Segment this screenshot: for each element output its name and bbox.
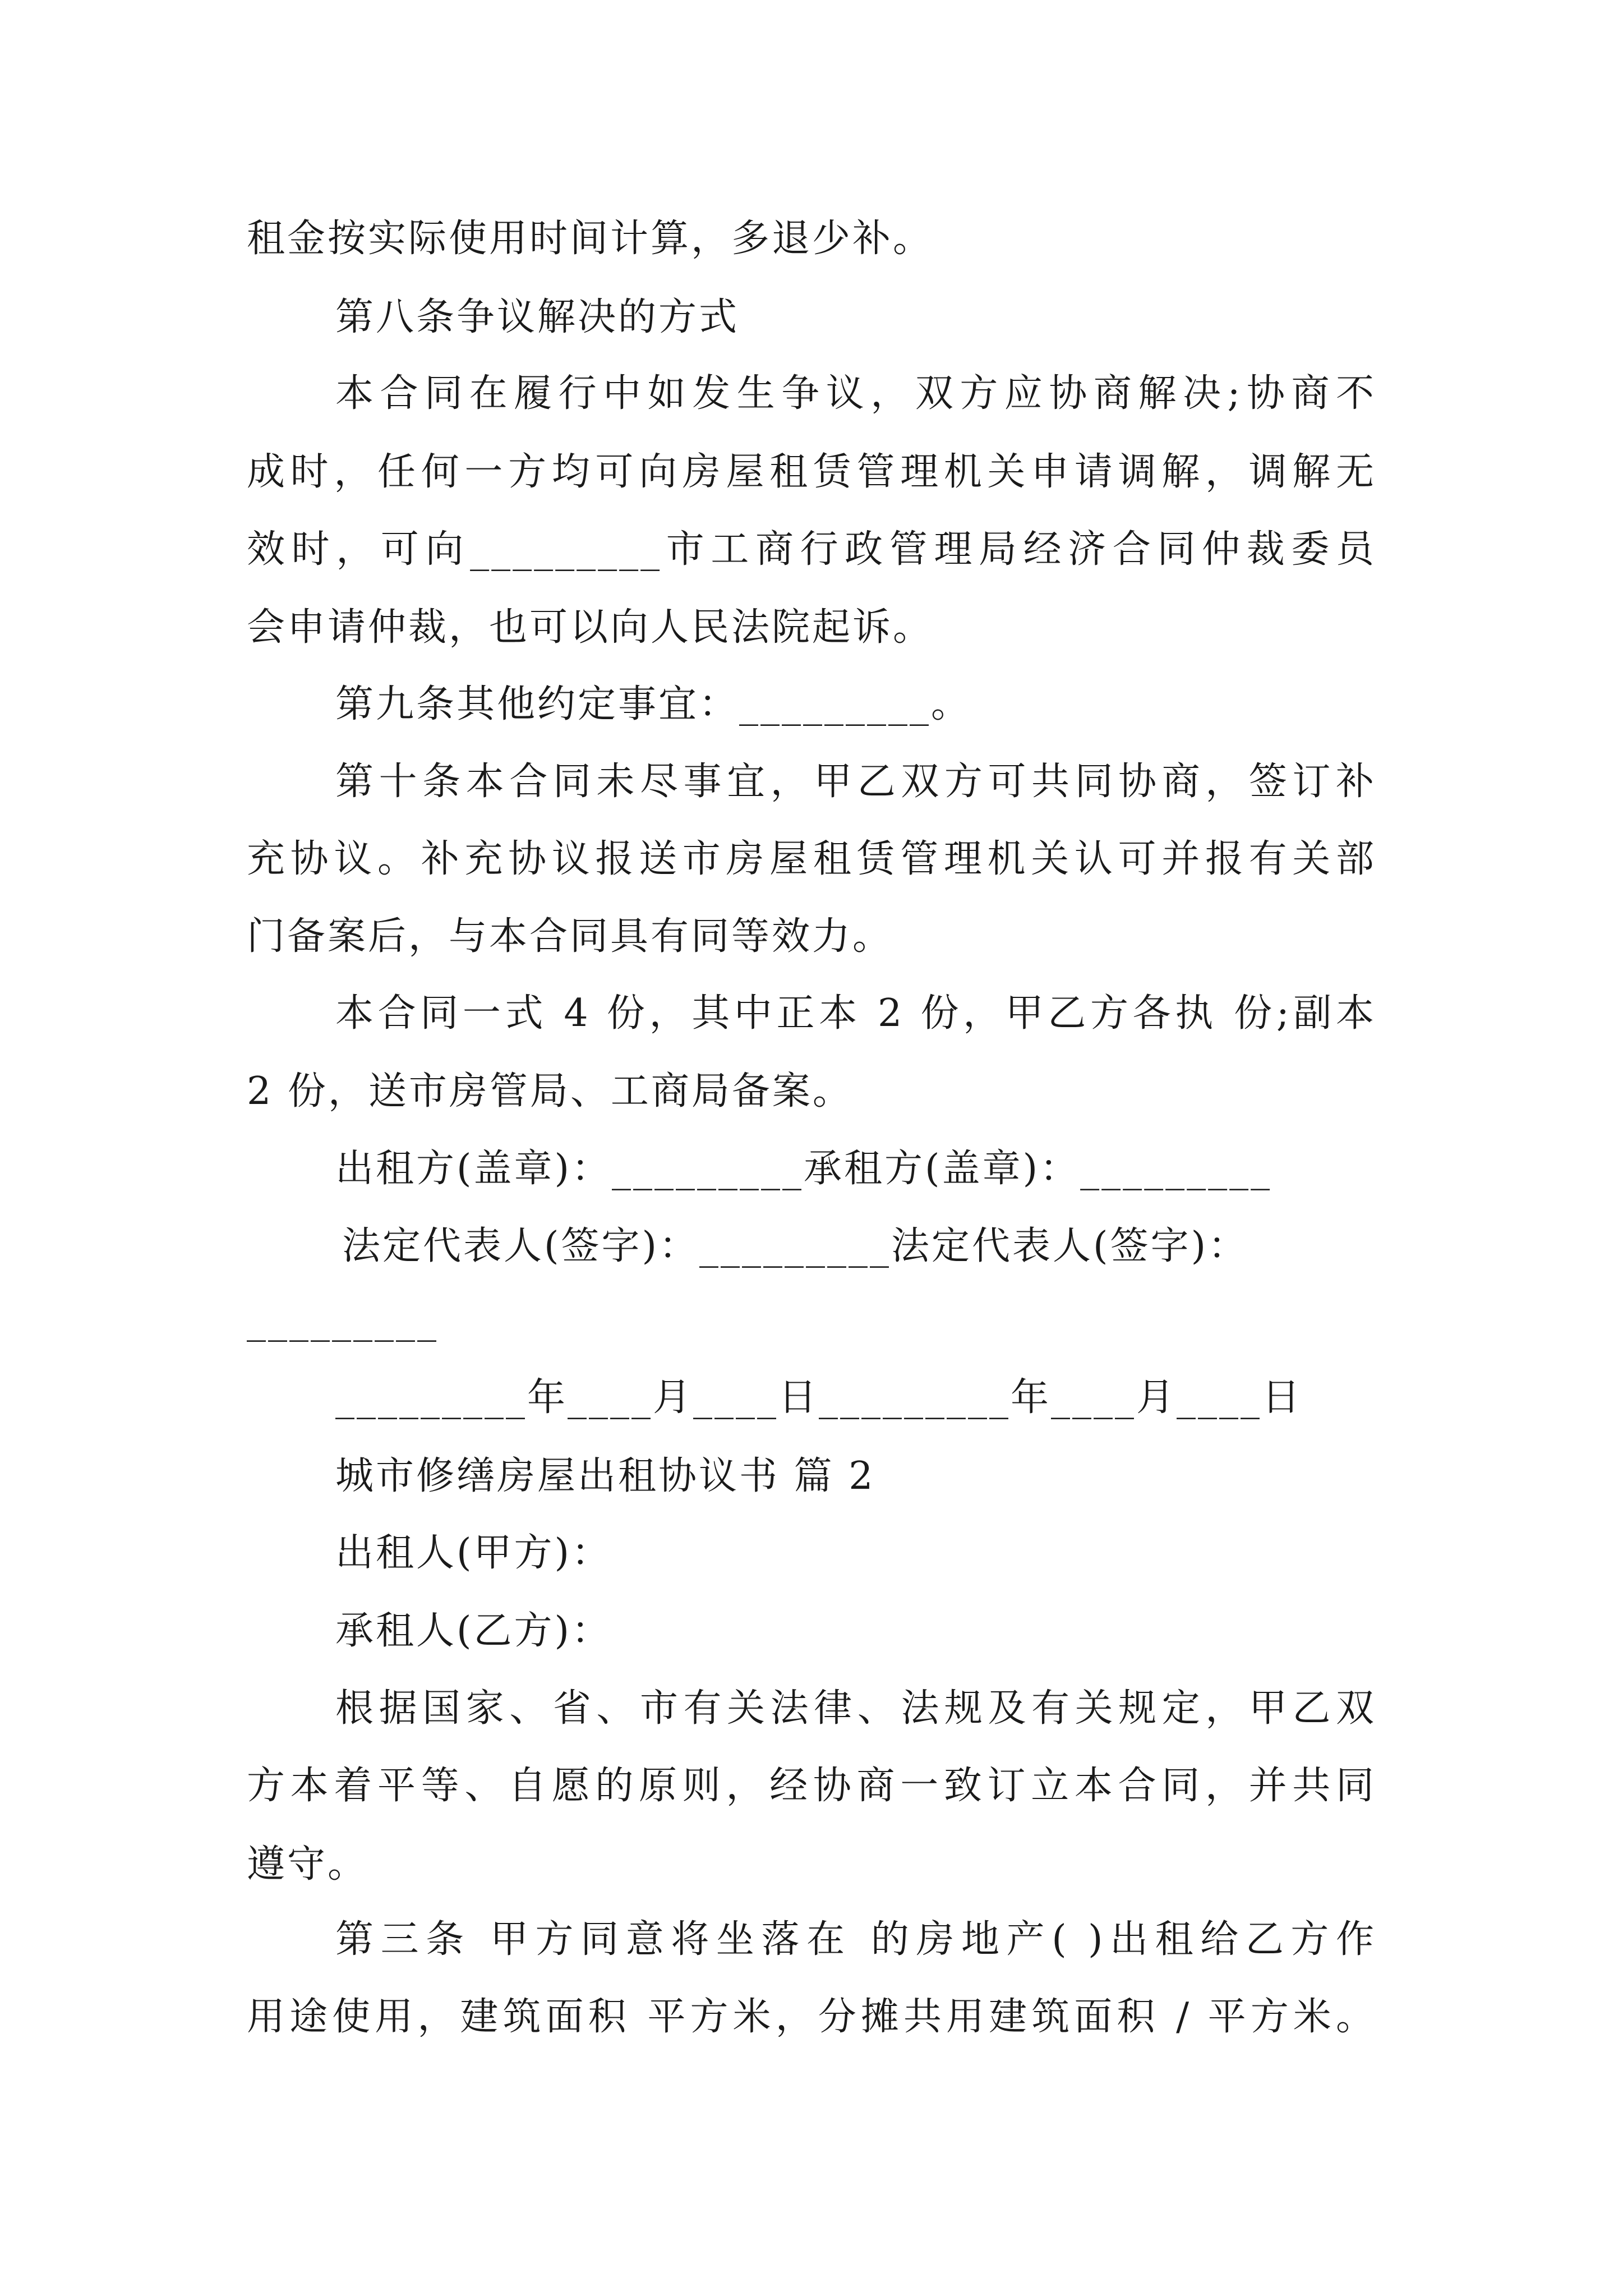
party-lessor: 出租人(甲方)： <box>335 1531 612 1575</box>
paragraph-line: 本合同在履行中如发生争议，双方应协商解决;协商不 <box>335 371 1376 416</box>
signature-line-representative: 法定代表人(签字)：_________法定代表人(签字)： <box>342 1224 1249 1268</box>
section-heading: 第八条争议解决的方式 <box>335 295 740 339</box>
paragraph-line: 遵守。 <box>247 1842 368 1887</box>
paragraph-line: 会申请仲裁，也可以向人民法院起诉。 <box>247 605 934 650</box>
paragraph-line: 租金按实际使用时间计算，多退少补。 <box>247 217 934 261</box>
paragraph-line: 充协议。补充协议报送市房屋租赁管理机关认可并报有关部 <box>247 837 1376 881</box>
paragraph-line: 第三条 甲方同意将坐落在 的房地产( )出租给乙方作 <box>335 1917 1376 1962</box>
signature-blank: _________ <box>247 1298 439 1342</box>
paragraph-line: 方本着平等、自愿的原则，经协商一致订立本合同，并共同 <box>247 1764 1376 1808</box>
paragraph-line: 2 份，送市房管局、工商局备案。 <box>247 1069 853 1114</box>
section-title: 城市修缮房屋出租协议书 篇 2 <box>335 1454 875 1498</box>
paragraph-line: 成时，任何一方均可向房屋租赁管理机关申请调解，调解无 <box>247 450 1376 494</box>
date-line: _________年____月____日_________年____月____日 <box>335 1375 1303 1420</box>
paragraph-line: 本合同一式 4 份，其中正本 2 份，甲乙方各执 份;副本 <box>335 991 1376 1036</box>
paragraph-line: 根据国家、省、市有关法律、法规及有关规定，甲乙双 <box>335 1686 1376 1731</box>
paragraph-line: 门备案后，与本合同具有同等效力。 <box>247 914 893 959</box>
signature-line-seal: 出租方(盖章)：_________承租方(盖章)：_________ <box>335 1147 1272 1191</box>
paragraph-line: 第十条本合同未尽事宜，甲乙双方可共同协商，签订补 <box>335 760 1376 804</box>
paragraph-line: 效时，可向_________市工商行政管理局经济合同仲裁委员 <box>247 527 1376 572</box>
party-lessee: 承租人(乙方)： <box>335 1609 612 1653</box>
paragraph-line: 用途使用，建筑面积 平方米，分摊共用建筑面积 / 平方米。 <box>247 1995 1376 2039</box>
paragraph-line: 第九条其他约定事宜：_________。 <box>335 682 972 726</box>
